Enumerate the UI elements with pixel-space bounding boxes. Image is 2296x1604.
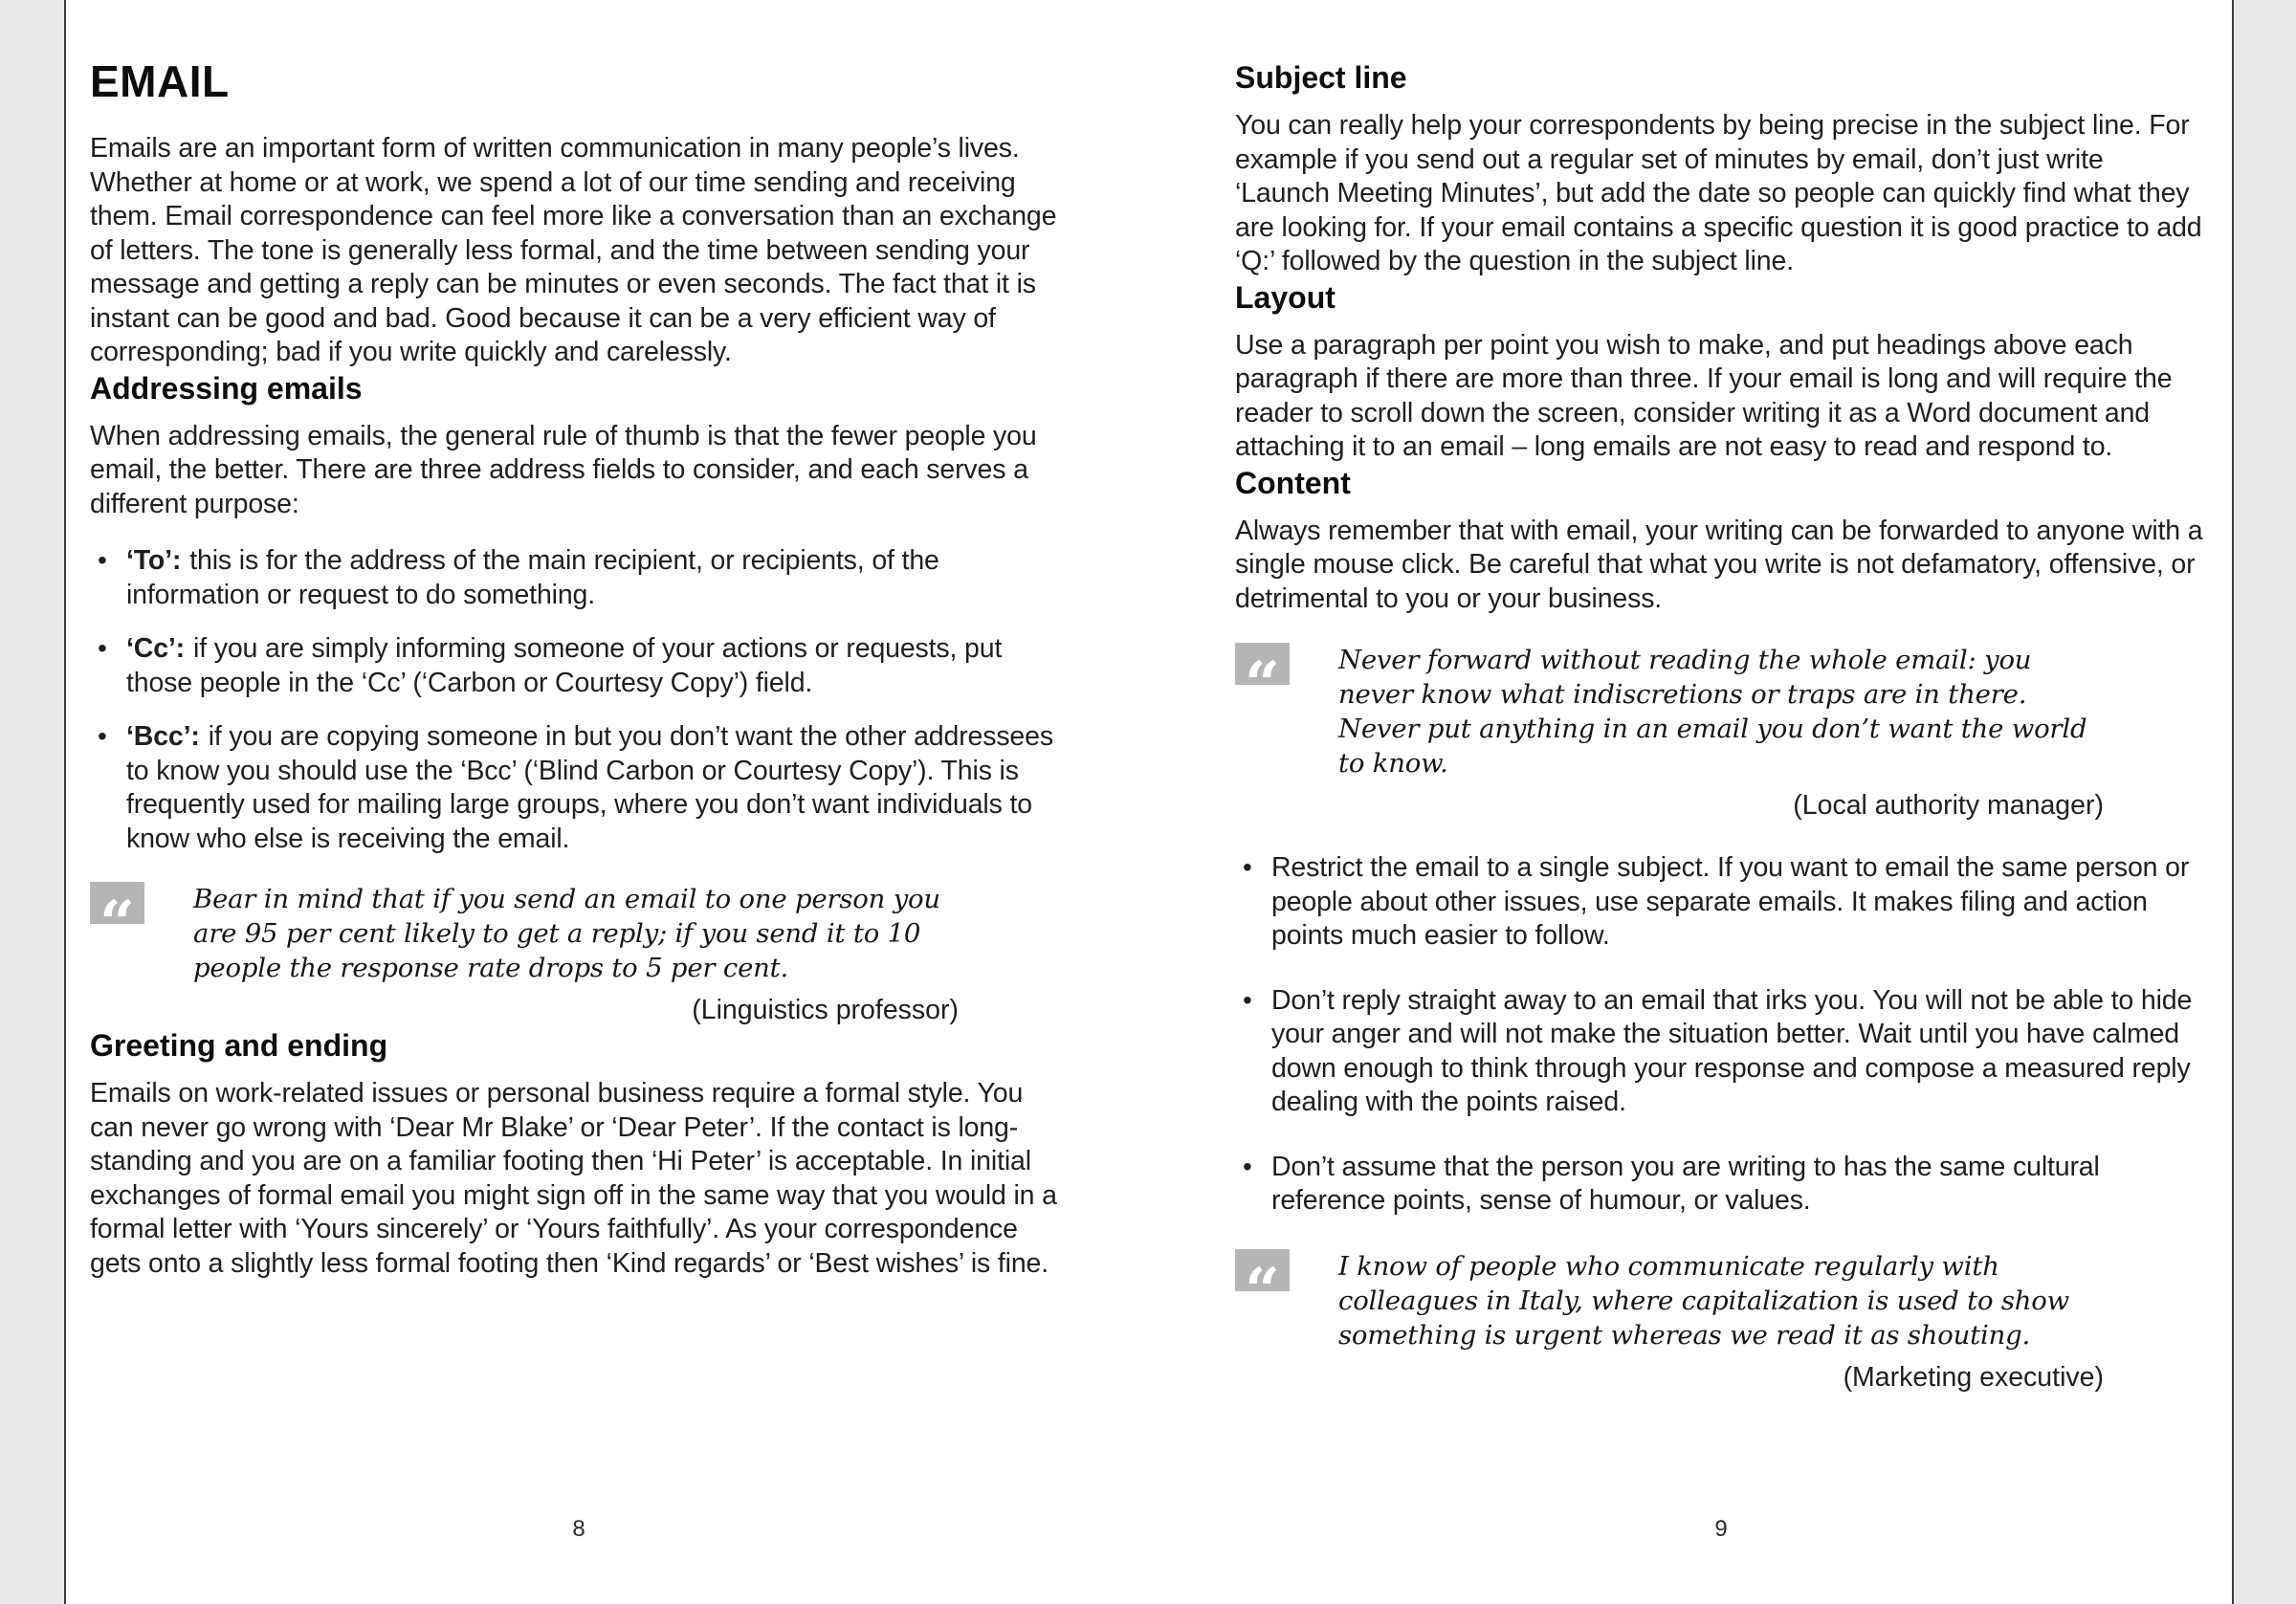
bullet-lead: ‘Bcc’: [126,721,200,752]
subject-heading: Subject line [1235,60,1407,95]
quote-body [193,882,959,1027]
quote-text: Bear in mind that if you send an email to one person you are 95 per cent likely to get a reply; if you send it to 10 people the response rate drops to 5 per cent. [193,884,940,983]
greeting-paragraph: Emails on work-related issues or personal business require a formal style. You can never go wrong with ‘Dear Mr Blake’ or ‘Dear Peter’. If the contact is long-standing and you are on a familiar footing then ‘Hi Peter’ is acceptable. In initial exchanges of formal email you might sign off in the same way that you would in a formal letter with ‘Yours sincerely’ or ‘Yours faithfully’. As your correspondence gets onto a slightly less formal footing then ‘Kind regards’ or ‘Best wishes’ is fine. [90,1078,1057,1279]
list-item: • Don’t reply straight away to an email that irks you. You will not be able to hide your anger and will not make the situation better. Wait until you have calmed down enough to think through your response and compose a measured reply dealing with the points raised. [1235,984,2205,1120]
bullet-lead: ‘Cc’: [126,633,186,664]
page-spread [64,0,2234,1604]
left-page-column [90,0,1068,1281]
list-item: • Don’t assume that the person you are writing to has the same cultural reference points, sense of humour, or values. [1235,1151,2205,1219]
pull-quote [1235,643,2205,823]
layout-paragraph: Use a paragraph per point you wish to make, and put headings above each paragraph if there are more than three. If your email is long and will require the reader to scroll down the screen, consider writing it as a Word document and attaching it to an email – long emails are not easy to read and respond to. [1235,329,2173,462]
pull-quote [1235,1249,2205,1395]
section-addressing-emails [90,370,1068,1028]
page-number-right: 9 [1714,1516,1728,1542]
quote-icon: “ [1235,1249,1290,1291]
quote-attribution: (Marketing executive) [1843,1361,2104,1393]
section-content [1235,465,2205,1395]
content-paragraph: Always remember that with email, your writing can be forwarded to anyone with a single mouse click. Be careful that what you write is not defamatory, offensive, or detrimental to you or your business. [1235,515,2203,614]
list-item [90,632,1068,700]
subject-paragraph: You can really help your correspondents by being precise in the subject line. For example if you send out a regular set of minutes by email, don’t just write ‘Launch Meeting Minutes’, but add the date so people can quickly find what they are looking for. If your email contains a specific question it is good practice to add ‘Q:’ followed by the question in the subject line. [1235,110,2202,276]
list-item [90,544,1068,612]
pull-quote [90,882,1068,1027]
quote-icon: “ [90,882,144,924]
quote-attribution: (Local authority manager) [1793,790,2104,821]
list-item: • Restrict the email to a single subject. If you want to email the same person or people about other issues, use separate emails. It makes filing and action points much easier to follow. [1235,851,2205,954]
chapter-title: EMAIL [90,56,230,106]
quote-text: Never forward without reading the whole email: you never know what indiscretions or traps are in there. Never put anything in an email you don’t want the world to know. [1338,645,2087,779]
page-number-left: 8 [572,1516,585,1542]
address-fields-list [90,544,1068,856]
layout-heading: Layout [1235,279,1336,315]
greeting-heading: Greeting and ending [90,1028,388,1063]
quote-body [1338,1249,2104,1395]
content-heading: Content [1235,465,1351,500]
addressing-paragraph: When addressing emails, the general rule of thumb is that the fewer people you email, the better. There are three address fields to consider, and each serves a different purpose: [90,420,1037,519]
bullet-text: if you are copying someone in but you don’t want the other addressees to know you should use the ‘Bcc’ (‘Blind Carbon or Courtesy Copy’). This is frequently used for mailing large groups, where you don’t want individuals to know who else is receiving the email. [126,721,1053,854]
quote-attribution: (Linguistics professor) [692,995,959,1025]
quote-text: I know of people who communicate regularly with colleagues in Italy, where capitalization is used to show something is urgent whereas we read it as shouting. [1338,1250,2069,1351]
right-page-column [1235,0,2205,1395]
intro-paragraph: Emails are an important form of written communication in many people’s lives. Whether at home or at work, we spend a lot of our time sending and receiving them. Email correspondence can feel more like a conversation than an exchange of letters. The tone is generally less formal, and the time between sending your message and getting a reply can be minutes or even seconds. The fact that it is instant can be good and bad. Good because it can be a very efficient way of corresponding; bad if you write quickly and carelessly. [90,133,1057,367]
quote-body [1338,643,2104,823]
list-item [90,720,1068,856]
quote-icon: “ [1235,643,1290,685]
bullet-text: this is for the address of the main recipient, or recipients, of the information or request to do something. [126,545,939,610]
section-subject-line [1235,59,2205,279]
content-tips-list [1235,851,2205,1219]
bullet-text: if you are simply informing someone of your actions or requests, put those people in the ‘Cc’ (‘Carbon or Courtesy Copy’) field. [126,633,1003,698]
bullet-lead: ‘To’: [126,545,182,576]
section-layout [1235,279,2205,465]
addressing-heading: Addressing emails [90,370,363,406]
section-greeting-and-ending [90,1027,1068,1281]
